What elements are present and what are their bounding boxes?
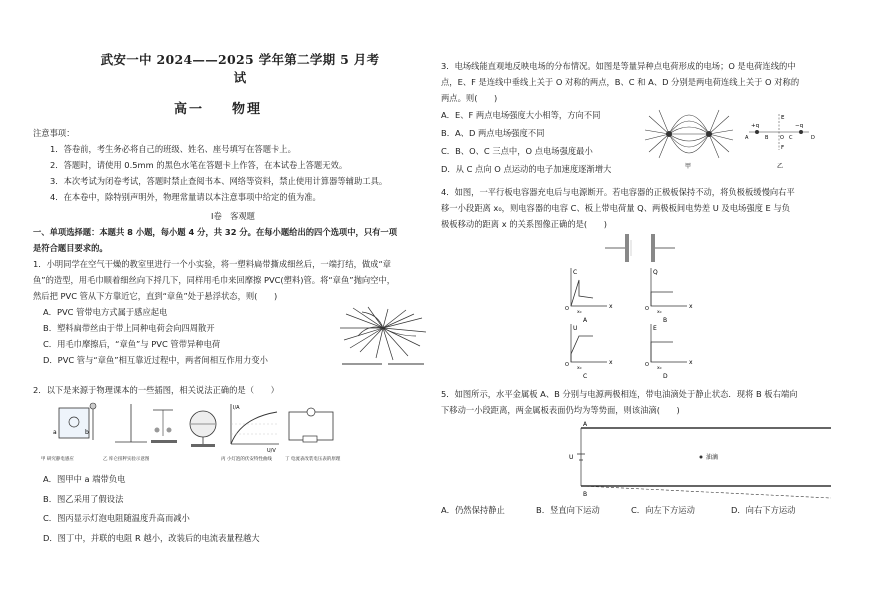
question-3: [441, 58, 836, 178]
label-minus-q: −q: [795, 123, 804, 129]
graph-curve: [571, 280, 593, 306]
q3-stem-line: 3．电场线能直观地反映电场的分布情况。如图是等量异种点电荷形成的电场；O 是电荷连线的中: [441, 61, 796, 71]
left-column: [33, 50, 433, 548]
q4-stem-line: 4．如图，一平行板电容器充电后与电源断开。若电容器的正极板保持不动，将负极板缓慢向右平: [441, 187, 795, 197]
subject-label: 物理: [232, 102, 263, 117]
q3-option-d[interactable]: D．从 C 点向 O 点运动的电子加速度逐渐增大: [441, 164, 612, 174]
label-b: b: [85, 429, 89, 436]
grade-label: 高一: [173, 102, 204, 117]
label-a: a: [53, 429, 57, 436]
plate-b-label: B: [583, 491, 588, 498]
graph-x0-label: x₀: [657, 310, 662, 315]
graph-d: [645, 324, 693, 380]
q5-options: [441, 502, 836, 520]
q3-option-c[interactable]: C．B、O、C 三点中，O 点电场强度最小: [441, 146, 593, 156]
q1-stem-line: 1．小明同学在空气干燥的教室里进行一个小实验，将一塑料扁带撕成细丝后，一端打结，做成“章: [33, 259, 392, 269]
question-1: [33, 256, 433, 368]
label-plus-q: +q: [751, 123, 760, 129]
notice-item: 1．答卷前，考生务必将自己的班级、姓名、座号填写在答题卡上。: [50, 144, 296, 154]
figure-yi: [115, 404, 177, 443]
figure-apparatus: [190, 411, 216, 447]
q2-option-c[interactable]: C．图丙显示灯泡电阻随温度升高而减小: [43, 513, 190, 523]
question-2: [33, 382, 433, 548]
voltage-label: U: [569, 454, 574, 461]
caption-bing: 丙 小灯泡的伏安特性曲线: [221, 457, 272, 462]
graph-curve: [651, 292, 673, 306]
graph-option-label: A: [583, 317, 588, 324]
q1-option-a[interactable]: A．PVC 管带电方式属于感应起电: [43, 307, 168, 317]
plates-figure: [561, 418, 861, 500]
q1-stem-line: 鱼”的造型，用毛巾顺着细丝向下捋几下，同样用毛巾来回摩擦 PVC(塑料)管。将“章鱼”抛向空中，: [33, 275, 396, 285]
section-heading: Ⅰ卷 客观题: [211, 211, 255, 221]
graph-y-label: Q: [653, 269, 658, 276]
octopus-strands-figure: [338, 306, 428, 368]
capacitor-diagram: [605, 234, 675, 262]
textbook-figures: [41, 400, 336, 456]
q2-option-a[interactable]: A．图甲中 a 端带负电: [43, 474, 126, 484]
caption-ding: 丁 电流表改装电压表的原理: [285, 457, 341, 462]
exam-title: 武安一中 2024——2025 学年第二学期 5 月考试: [100, 52, 380, 85]
q2-option-b[interactable]: B．图乙采用了假设法: [43, 493, 124, 504]
graph-origin-label: O: [645, 306, 649, 312]
graph-y-label: E: [653, 325, 657, 332]
graph-x-label: x: [689, 303, 693, 310]
graph-x-label: x: [609, 359, 613, 366]
q5-stem-line: 5．如图所示，水平金属板 A、B 分别与电源两极相连，带电油滴处于静止状态．现将 B 板右端向: [441, 389, 798, 399]
plate-a-label: A: [583, 421, 588, 428]
figure-ding-circuit: [289, 408, 333, 442]
q4-stem-line: 极板移动的距离 x 的关系图像正确的是( ): [441, 219, 608, 229]
figure-bing-graph: [231, 404, 279, 454]
q3-stem-line: 两点。则( ): [441, 93, 498, 103]
axis-label-i: I/A: [233, 405, 240, 411]
fig-label-jia: 甲: [685, 163, 692, 170]
q5-option-c[interactable]: C．向左下方运动: [631, 505, 695, 515]
graph-x0-label: x₀: [577, 366, 582, 371]
q1-stem-line: 然后把 PVC 管从下方靠近它，直到“章鱼”处于悬浮状态，则( ): [33, 291, 278, 301]
graph-origin-label: O: [645, 362, 649, 368]
label-f: F: [781, 145, 785, 151]
graph-option-label: C: [583, 373, 588, 380]
charge-line-schematic: [745, 114, 815, 170]
notice-heading: 注意事项：: [33, 128, 75, 138]
graph-origin-label: O: [565, 362, 569, 368]
figure-captions: [41, 456, 433, 466]
q3-option-b[interactable]: B．A、D 两点电场强度不同: [441, 128, 545, 138]
graph-b: [645, 268, 693, 324]
q5-option-b[interactable]: B．竖直向下运动: [536, 505, 600, 515]
q5-stem-line: 下移动一小段距离，两金属板表面仍均为等势面，则该油滴( ): [441, 405, 680, 415]
graph-x0-label: x₀: [657, 366, 662, 371]
graph-x-label: x: [689, 359, 693, 366]
axis-label-u: U/V: [267, 448, 276, 454]
graph-curve: [571, 336, 593, 362]
notice-item: 3．本次考试为闭卷考试，答题时禁止查阅书本、网络等资料，禁止使用计算器等辅助工具。: [50, 176, 388, 186]
q2-option-d[interactable]: D．图丁中，并联的电阻 R 越小，改装后的电流表量程越大: [43, 532, 260, 543]
graph-y-label: C: [573, 269, 578, 276]
question-5: [441, 386, 836, 520]
figure-jia: [53, 403, 96, 440]
section-instructions: 一、单项选择题：本题共 8 小题，每小题 4 分，共 32 分。在每小题给出的四个选项中，只有一项: [33, 227, 398, 237]
label-c-pt: C: [789, 135, 793, 141]
graph-x0-label: x₀: [577, 310, 582, 315]
capacitor-graphs-figure: [441, 232, 836, 382]
q1-option-c[interactable]: C．用毛巾摩擦后，“章鱼”与 PVC 管带异种电荷: [43, 339, 221, 349]
notice-item: 2．答题时，请使用 0.5mm 的黑色水笔在答题卡上作答，在本试卷上答题无效。: [50, 160, 348, 170]
section-instructions-cont: 是符合题目要求的。: [33, 243, 108, 253]
fig-label-yi: 乙: [777, 163, 784, 170]
q3-option-a[interactable]: A．E、F 两点电场强度大小相等，方向不同: [441, 110, 601, 120]
oil-drop-label: 油滴: [706, 454, 719, 461]
question-4: [441, 184, 836, 382]
q2-stem: 2．以下是来源于物理课本的一些插图，相关说法正确的是（ ）: [33, 385, 279, 395]
graph-y-label: U: [573, 325, 578, 332]
graph-curve: [651, 342, 673, 362]
q4-stem-line: 移一小段距离 x₀，则电容器的电容 C、板上带电荷量 Q、两极板间电势差 U 及电场强度 E 与负: [441, 203, 791, 213]
caption-yi: 乙 库仑扭秤实验示意图: [103, 457, 150, 462]
graph-option-label: B: [663, 317, 668, 324]
field-lines-figure: [641, 106, 841, 174]
graph-option-label: D: [663, 373, 668, 380]
field-lines: [645, 110, 733, 158]
notice-block: [33, 125, 433, 205]
q1-option-b[interactable]: B．塑料扁带丝由于带上同种电荷会向四周散开: [43, 323, 215, 333]
graph-c: [565, 324, 613, 380]
q1-option-d[interactable]: D．PVC 管与“章鱼”相互靠近过程中，两者间相互作用力变小: [43, 355, 268, 365]
label-b-pt: B: [765, 135, 769, 141]
q5-option-a[interactable]: A．仍然保持静止: [441, 505, 505, 515]
label-a-pt: A: [745, 135, 749, 141]
graph-origin-label: O: [565, 306, 569, 312]
exam-subtitle: [73, 98, 363, 117]
right-column: [441, 58, 836, 520]
graph-a: [565, 268, 613, 324]
notice-item: 4．在本卷中，除特别声明外，物理常量请以本注意事项中给定的值为准。: [50, 192, 321, 202]
label-e: E: [781, 115, 785, 121]
label-o-pt: O: [780, 135, 784, 141]
label-d-pt: D: [811, 135, 815, 141]
q5-option-d[interactable]: D．向右下方运动: [731, 505, 796, 515]
graph-group: [565, 268, 693, 380]
q3-stem-line: 点，E、F 是连线中垂线上关于 O 对称的两点，B、C 和 A、D 分别是两电荷连线上关于 O 对称的: [441, 77, 800, 87]
caption-jia: 甲 研究静电感应: [41, 457, 74, 462]
graph-x-label: x: [609, 303, 613, 310]
